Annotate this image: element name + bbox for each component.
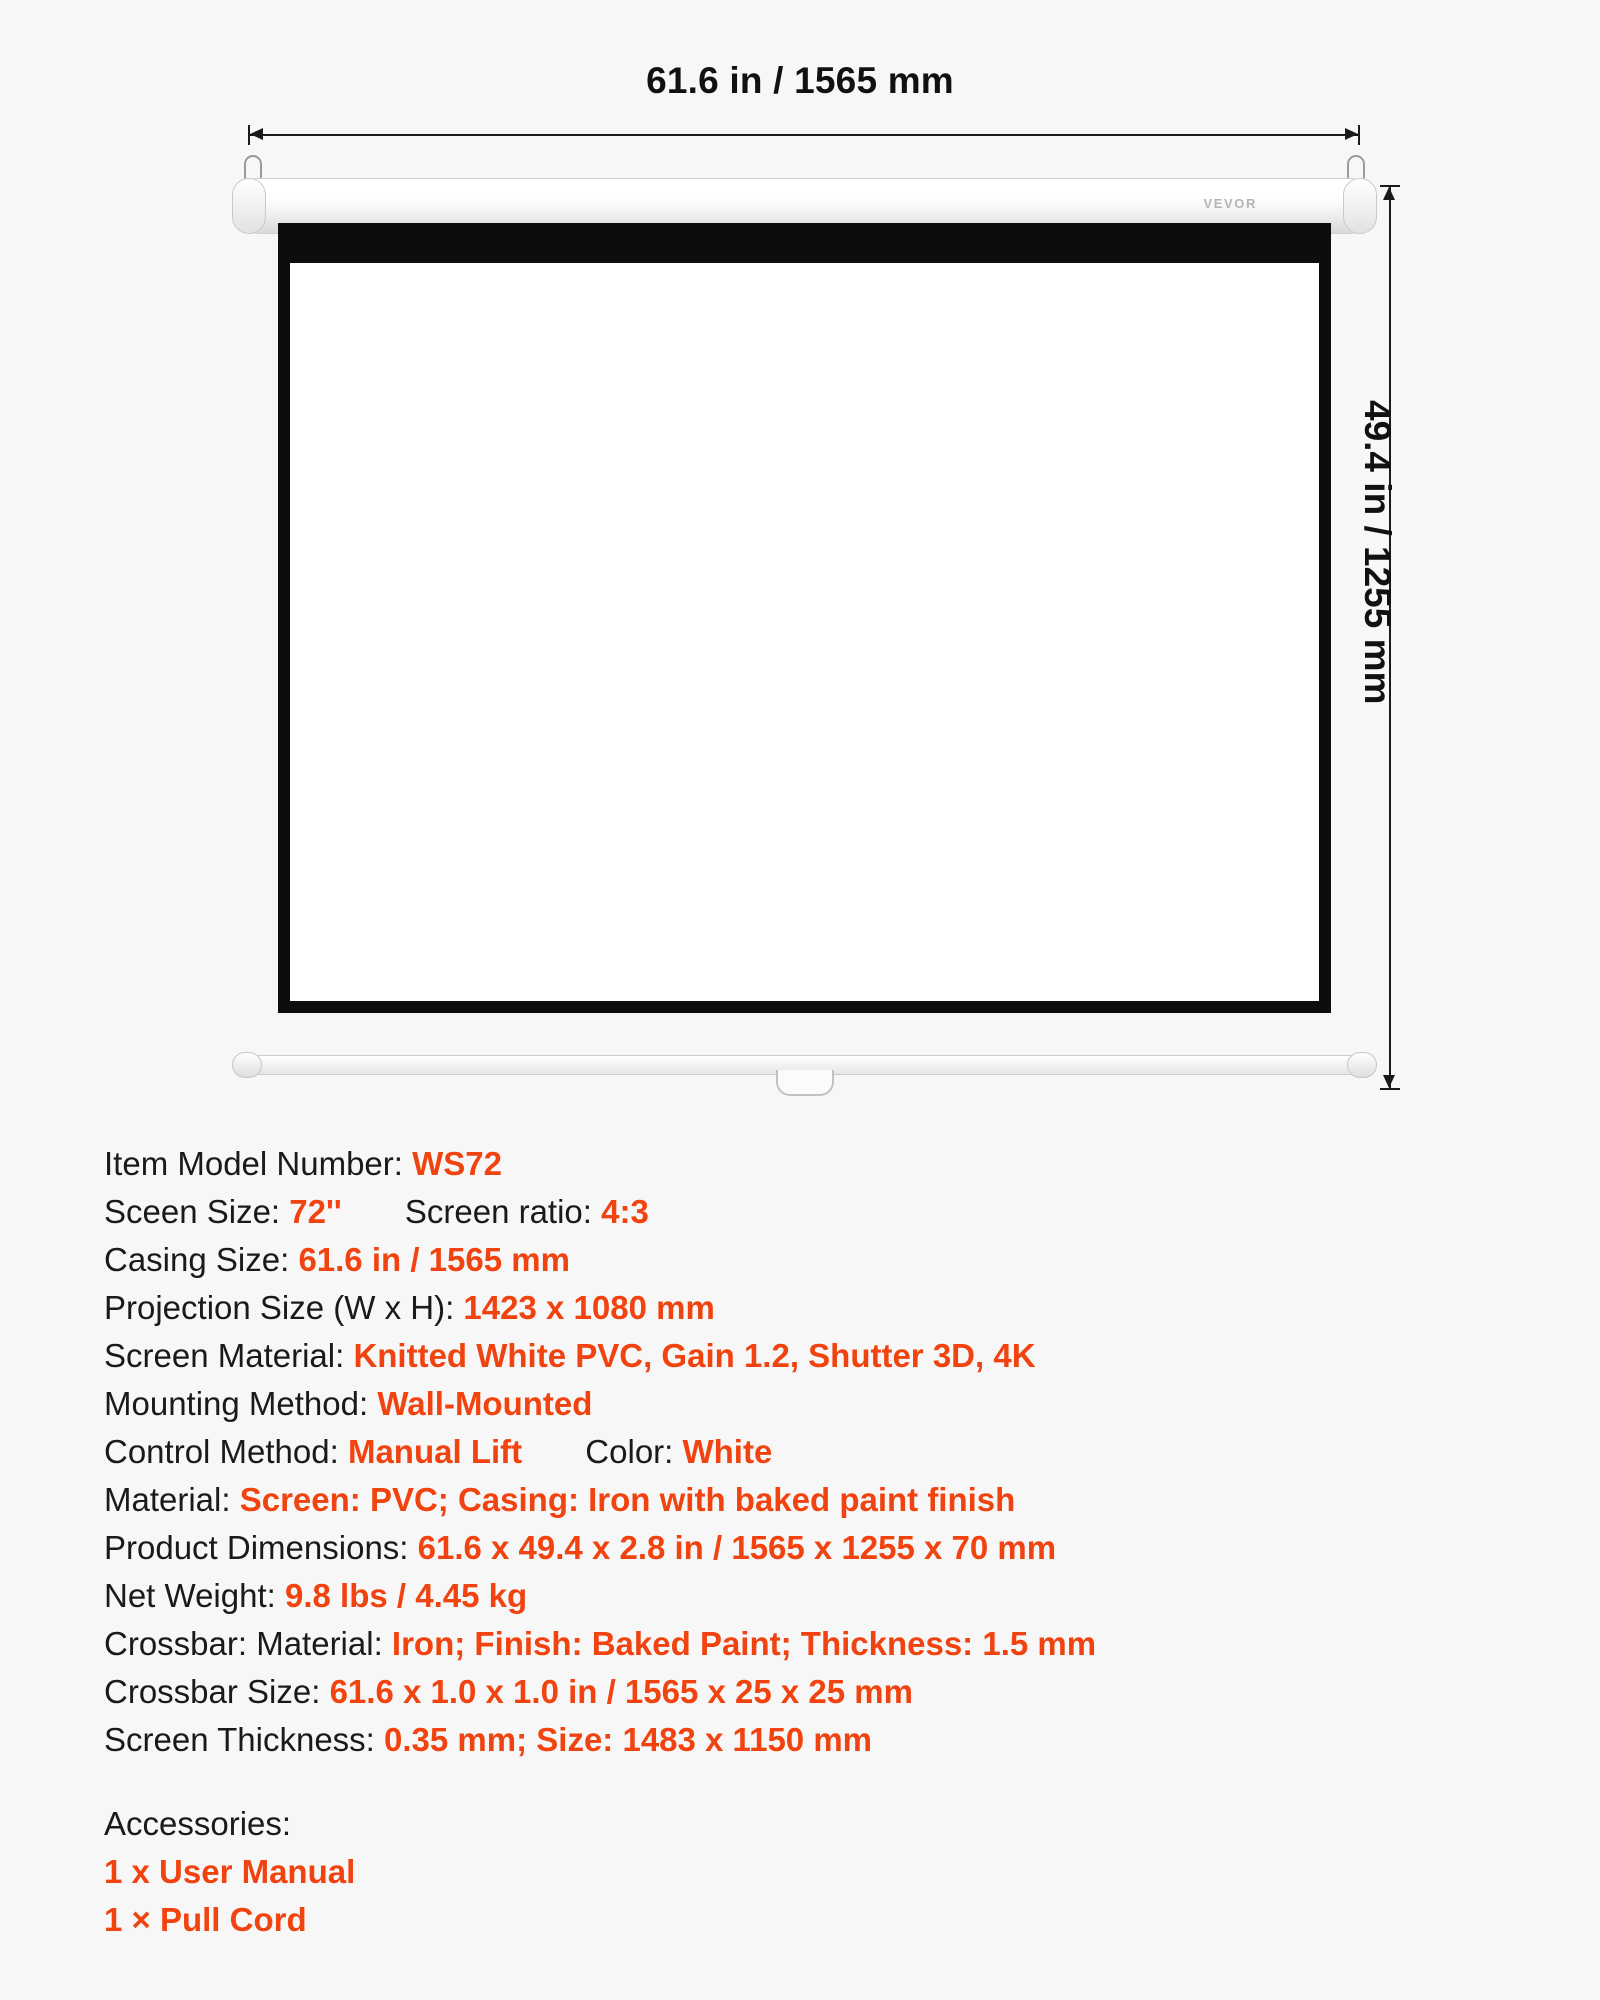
accessories-title: Accessories: — [104, 1805, 292, 1842]
screen-projection-surface — [290, 263, 1319, 1001]
width-dimension-label: 61.6 in / 1565 mm — [646, 60, 954, 101]
screen-black-border — [278, 223, 1331, 1013]
spec-label: Sceen Size: — [104, 1193, 281, 1230]
bottom-bar-cap-left — [232, 1052, 262, 1078]
spec-label: Control Method: — [104, 1433, 339, 1470]
spec-label-secondary: Screen ratio: — [404, 1193, 592, 1230]
spec-value: 1423 x 1080 mm — [463, 1289, 715, 1326]
spec-value: WS72 — [412, 1145, 502, 1182]
spec-row-screen-material — [104, 1332, 1524, 1380]
spec-value: Manual Lift — [347, 1433, 523, 1470]
spec-label: Net Weight: — [104, 1577, 276, 1614]
spec-row-crossbar-size — [104, 1668, 1524, 1716]
arrow-right-icon — [1345, 128, 1358, 140]
spec-label: Material: — [104, 1481, 231, 1518]
arrow-left-icon — [250, 128, 263, 140]
accessory-item: 1 × Pull Cord — [104, 1901, 307, 1938]
spec-value: 0.35 mm; Size: 1483 x 1150 mm — [384, 1721, 873, 1758]
spec-value-secondary: White — [682, 1433, 773, 1470]
spec-label: Casing Size: — [104, 1241, 290, 1278]
spec-row-net-weight — [104, 1572, 1524, 1620]
dimension-rule — [248, 134, 1360, 136]
spec-row-product-dimensions — [104, 1524, 1524, 1572]
spec-row-screen-size — [104, 1188, 1524, 1236]
height-dimension-label: 49.4 in / 1255 mm — [1357, 400, 1398, 705]
spec-value: 61.6 x 49.4 x 2.8 in / 1565 x 1255 x 70 mm — [417, 1529, 1057, 1566]
casing-end-cap-right — [1343, 178, 1377, 234]
accessories-section — [104, 1800, 355, 1944]
spec-value: 61.6 in / 1565 mm — [298, 1241, 570, 1278]
spec-row-screen-thickness — [104, 1716, 1524, 1764]
spec-value: Screen: PVC; Casing: Iron with baked paint finish — [239, 1481, 1016, 1518]
spec-label: Mounting Method: — [104, 1385, 369, 1422]
spec-row-projection-size — [104, 1284, 1524, 1332]
arrow-down-icon — [1383, 1075, 1395, 1088]
spec-label: Projection Size (W x H): — [104, 1289, 455, 1326]
brand-logo: VEVOR — [1203, 196, 1257, 211]
spec-row-control-method — [104, 1428, 1524, 1476]
spec-value: Wall-Mounted — [377, 1385, 593, 1422]
spec-label: Item Model Number: — [104, 1145, 403, 1182]
spec-row-mounting-method — [104, 1380, 1524, 1428]
spec-label-secondary: Color: — [585, 1433, 674, 1470]
spec-value: Knitted White PVC, Gain 1.2, Shutter 3D, 4K — [353, 1337, 1036, 1374]
specification-list — [104, 1140, 1524, 1764]
spec-value: 9.8 lbs / 4.45 kg — [284, 1577, 528, 1614]
bottom-bar-cap-right — [1347, 1052, 1377, 1078]
pull-cord-handle-icon — [776, 1070, 834, 1096]
spec-label: Crossbar Size: — [104, 1673, 321, 1710]
width-dimension-line — [248, 125, 1360, 145]
spec-row-material — [104, 1476, 1524, 1524]
spec-row-casing-size — [104, 1236, 1524, 1284]
spec-value: 61.6 x 1.0 x 1.0 in / 1565 x 25 x 25 mm — [329, 1673, 913, 1710]
spec-value: Iron; Finish: Baked Paint; Thickness: 1.5 mm — [391, 1625, 1097, 1662]
spec-value-secondary: 4:3 — [601, 1193, 649, 1230]
spec-label: Screen Thickness: — [104, 1721, 375, 1758]
arrow-up-icon — [1383, 187, 1395, 200]
spec-label: Screen Material: — [104, 1337, 345, 1374]
spec-row-crossbar-material — [104, 1620, 1524, 1668]
spec-value: 72'' — [289, 1193, 342, 1230]
accessory-item: 1 x User Manual — [104, 1853, 356, 1890]
projector-screen-illustration — [232, 155, 1377, 1105]
spec-label: Crossbar: Material: — [104, 1625, 383, 1662]
spec-label: Product Dimensions: — [104, 1529, 409, 1566]
casing-end-cap-left — [232, 178, 266, 234]
spec-row-model — [104, 1140, 1524, 1188]
